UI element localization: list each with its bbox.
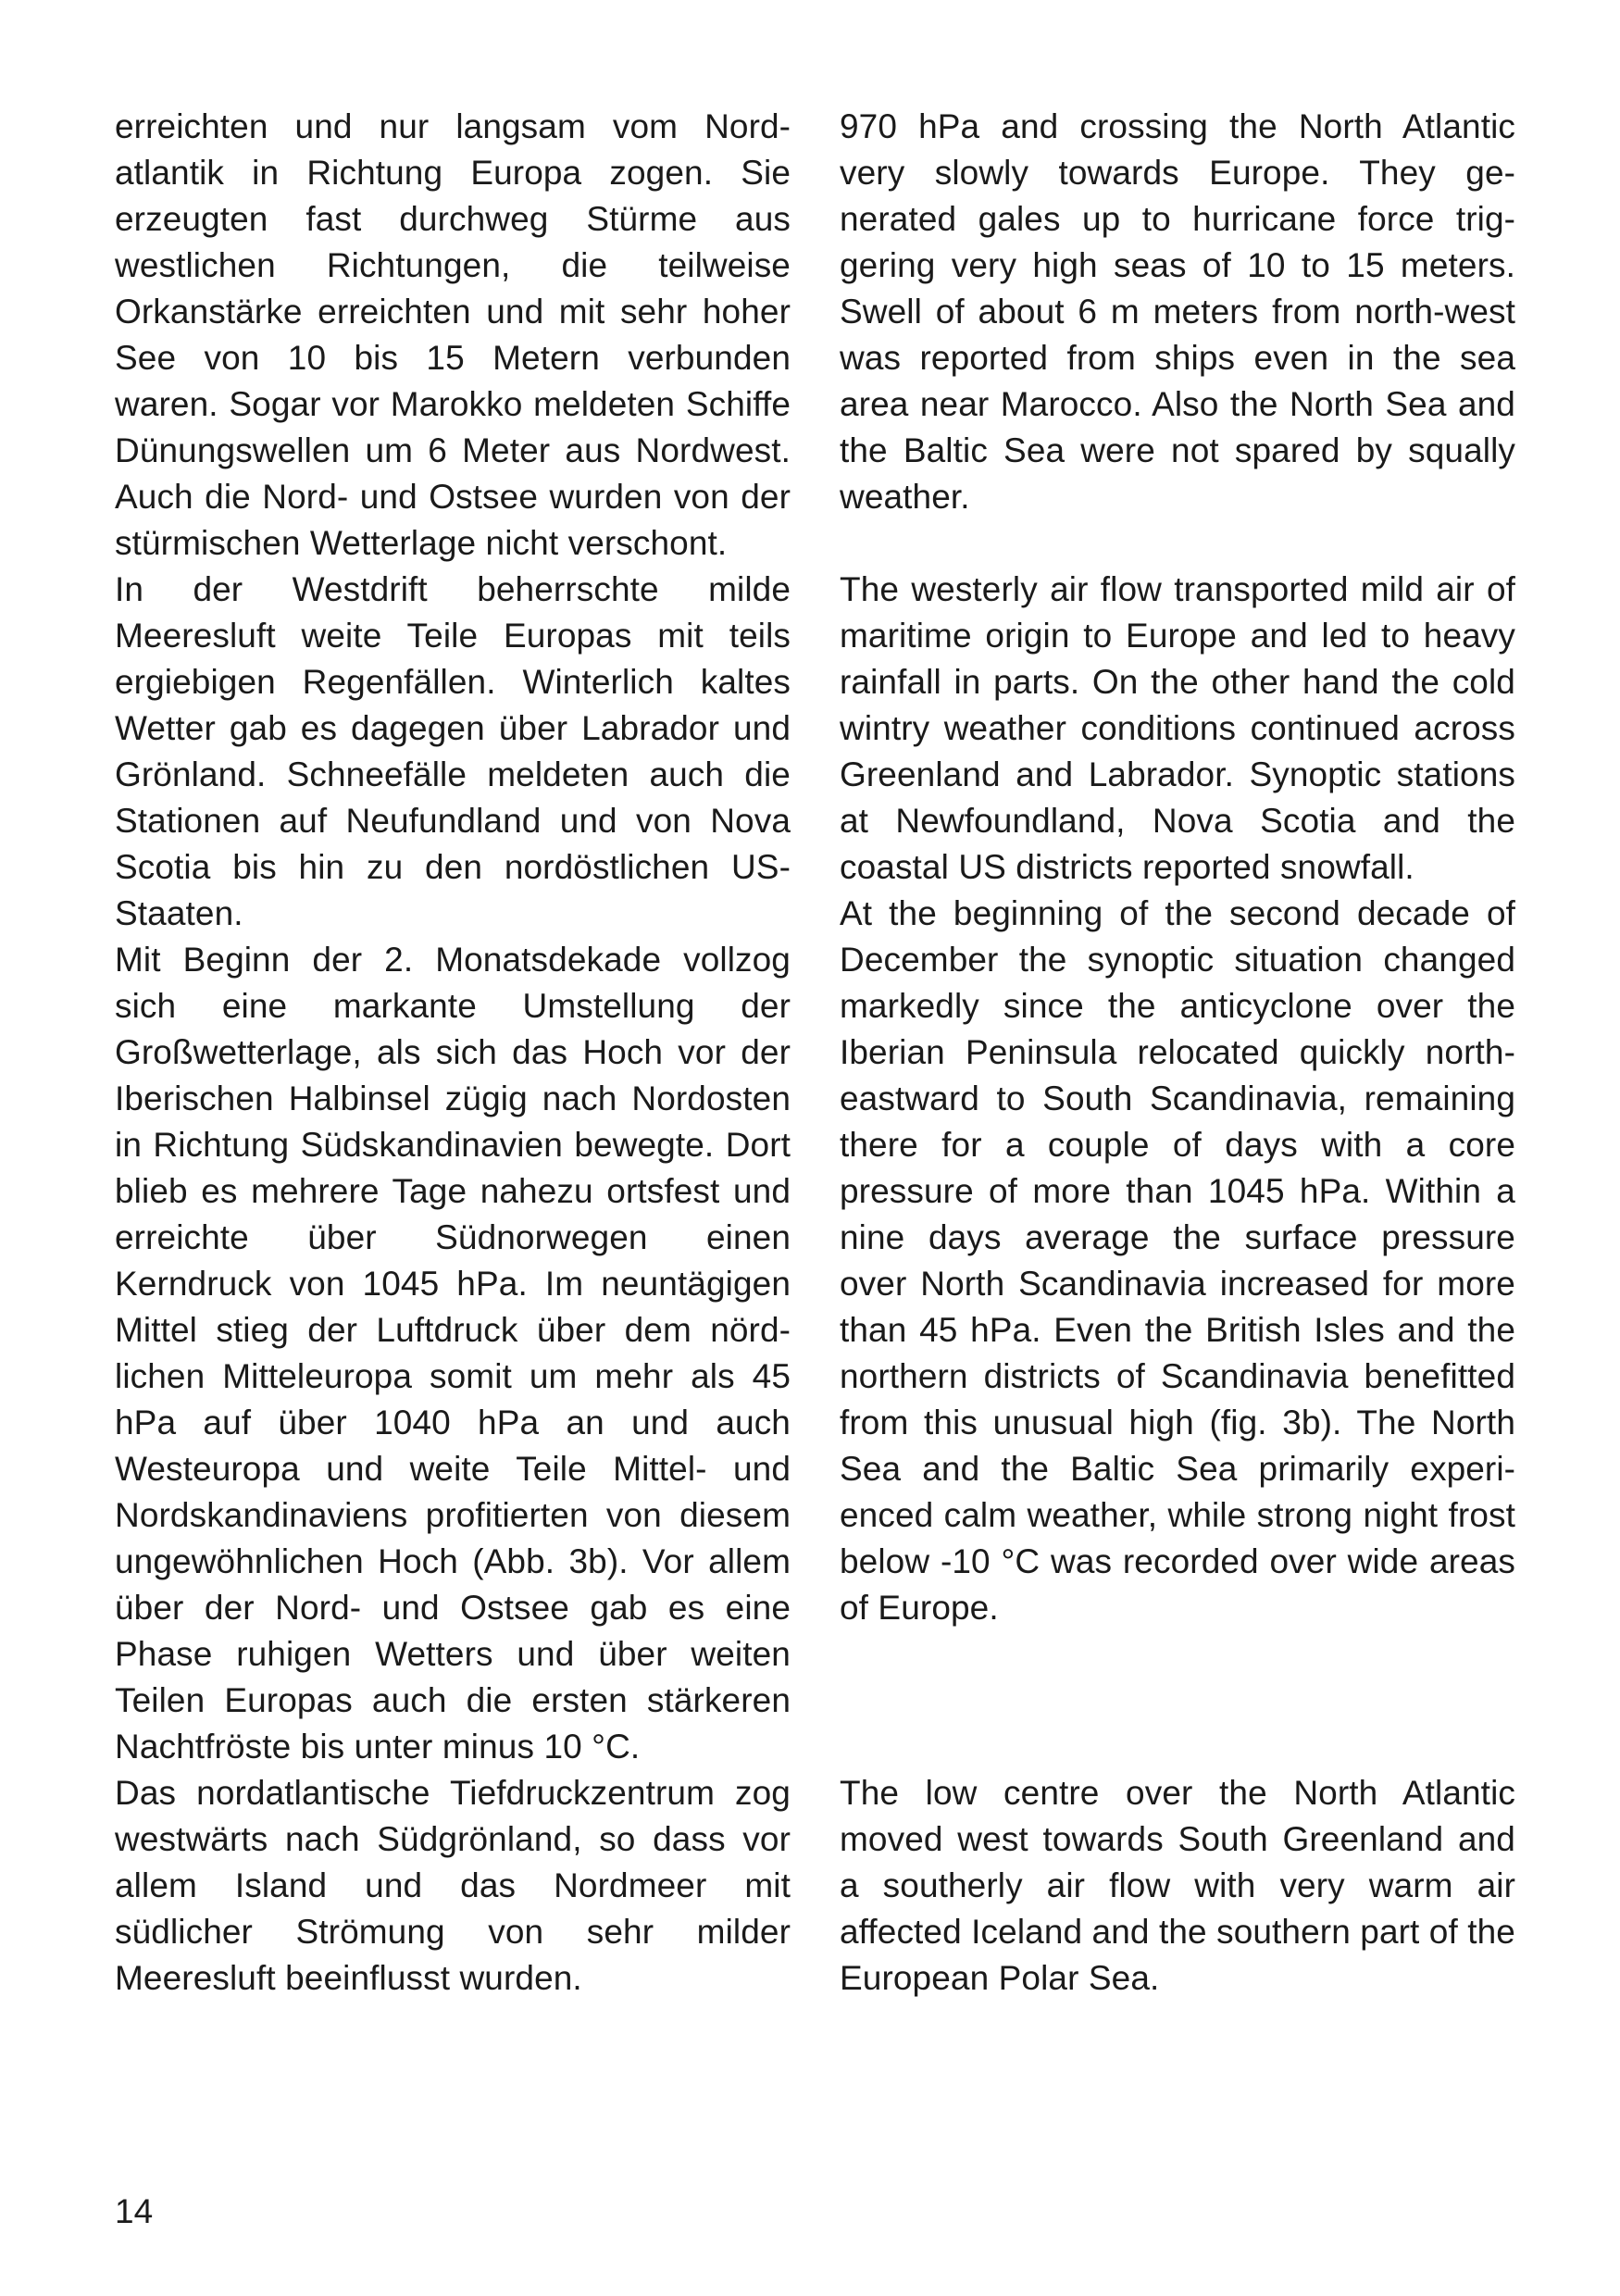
german-paragraph-4: Das nordatlantische Tiefdruckzentrum zog westwärts nach Südgrönland, so dass vor allem Island und das Nordmeer mit südlicher Strömung von sehr milder Meeresluft beeinflusst wurden. xyxy=(115,1774,791,1997)
english-paragraph-2: The westerly air flow transported mild air of maritime origin to Europe and led to heavy rainfall in parts. On the other hand the cold wintry weather conditions continued across Greenland and Labrador. Synoptic stations at Newfoundland, Nova Scotia and the coastal US districts reported snowfall. xyxy=(840,570,1515,886)
german-paragraph-2: In der Westdrift beherrschte milde Meeresluft weite Teile Europas mit teils ergiebigen Regenfällen. Winterlich kaltes Wetter gab es dagegen über Labrador und Grönland. Schneefälle meldeten auch die Stationen auf Neufundland und von Nova Scotia bis hin zu den nordöstlichen US-Staaten. xyxy=(115,570,791,932)
page-number: 14 xyxy=(115,2192,154,2230)
english-paragraph-1: 970 hPa and crossing the North Atlantic very slowly towards Europe. They generated gales up to hurricane force triggering very high seas of 10 to 15 meters. Swell of about 6 m meters from north-west was reported from ships even in the sea area near Marocco. Also the North Sea and the Baltic Sea were not spared by squally weather. xyxy=(840,107,1515,516)
german-paragraph-1: erreichten und nur langsam vom Nordatlantik in Richtung Europa zogen. Sie erzeugten fast durchweg Stürme aus westlichen Richtungen, die teilweise Orkanstärke erreichten und mit sehr hoher See von 10 bis 15 Metern verbunden waren. Sogar vor Marokko meldeten Schiffe Dünungswellen um 6 Meter aus Nordwest. Auch die Nord- und Ostsee wurden von der stürmischen Wetterlage nicht verschont. xyxy=(115,107,791,562)
paragraph-spacer xyxy=(840,1724,1515,1770)
paragraph-spacer xyxy=(840,1678,1515,1724)
english-paragraph-4: The low centre over the North Atlantic moved west towards South Greenland and a southerly air flow with very warm air affected Iceland and the southern part of the European Polar Sea. xyxy=(840,1774,1515,1997)
paragraph-spacer xyxy=(840,1631,1515,1678)
german-text-column xyxy=(115,104,791,2002)
english-text-column xyxy=(840,104,1515,2002)
german-paragraph-3: Mit Beginn der 2. Monatsdekade vollzog sich eine markante Umstellung der Großwetterlage, als sich das Hoch vor der Iberischen Halbinsel zügig nach Nordosten in Richtung Südskandinavien bewegte. Dort blieb es mehrere Tage nahezu ortsfest und erreichte über Südnorwegen einen Kerndruck von 1045 hPa. Im neuntägigen Mittel stieg der Luftdruck über dem nördlichen Mitteleuropa somit um mehr als 45 hPa auf über 1040 hPa an und auch Westeuropa und weite Teile Mittel- und Nordskandinaviens profitierten von diesem ungewöhnlichen Hoch (Abb. 3b). Vor allem über der Nord- und Ostsee gab es eine Phase ruhigen Wetters und über weiten Teilen Europas auch die ersten stärkeren Nachtfröste bis unter minus 10 °C. xyxy=(115,941,791,1766)
paragraph-spacer xyxy=(840,520,1515,567)
english-paragraph-3: At the beginning of the second decade of December the synoptic situation changed markedly since the anticyclone over the Iberian Peninsula relocated quickly north-eastward to South Scandinavia, remaining there for a couple of days with a core pressure of more than 1045 hPa. Within a nine days average the surface pressure over North Scandinavia increased for more than 45 hPa. Even the British Isles and the northern districts of Scandinavia benefitted from this unusual high (fig. 3b). The North Sea and the Baltic Sea primarily experienced calm weather, while strong night frost below -10 °C was recorded over wide areas of Europe. xyxy=(840,894,1515,1627)
